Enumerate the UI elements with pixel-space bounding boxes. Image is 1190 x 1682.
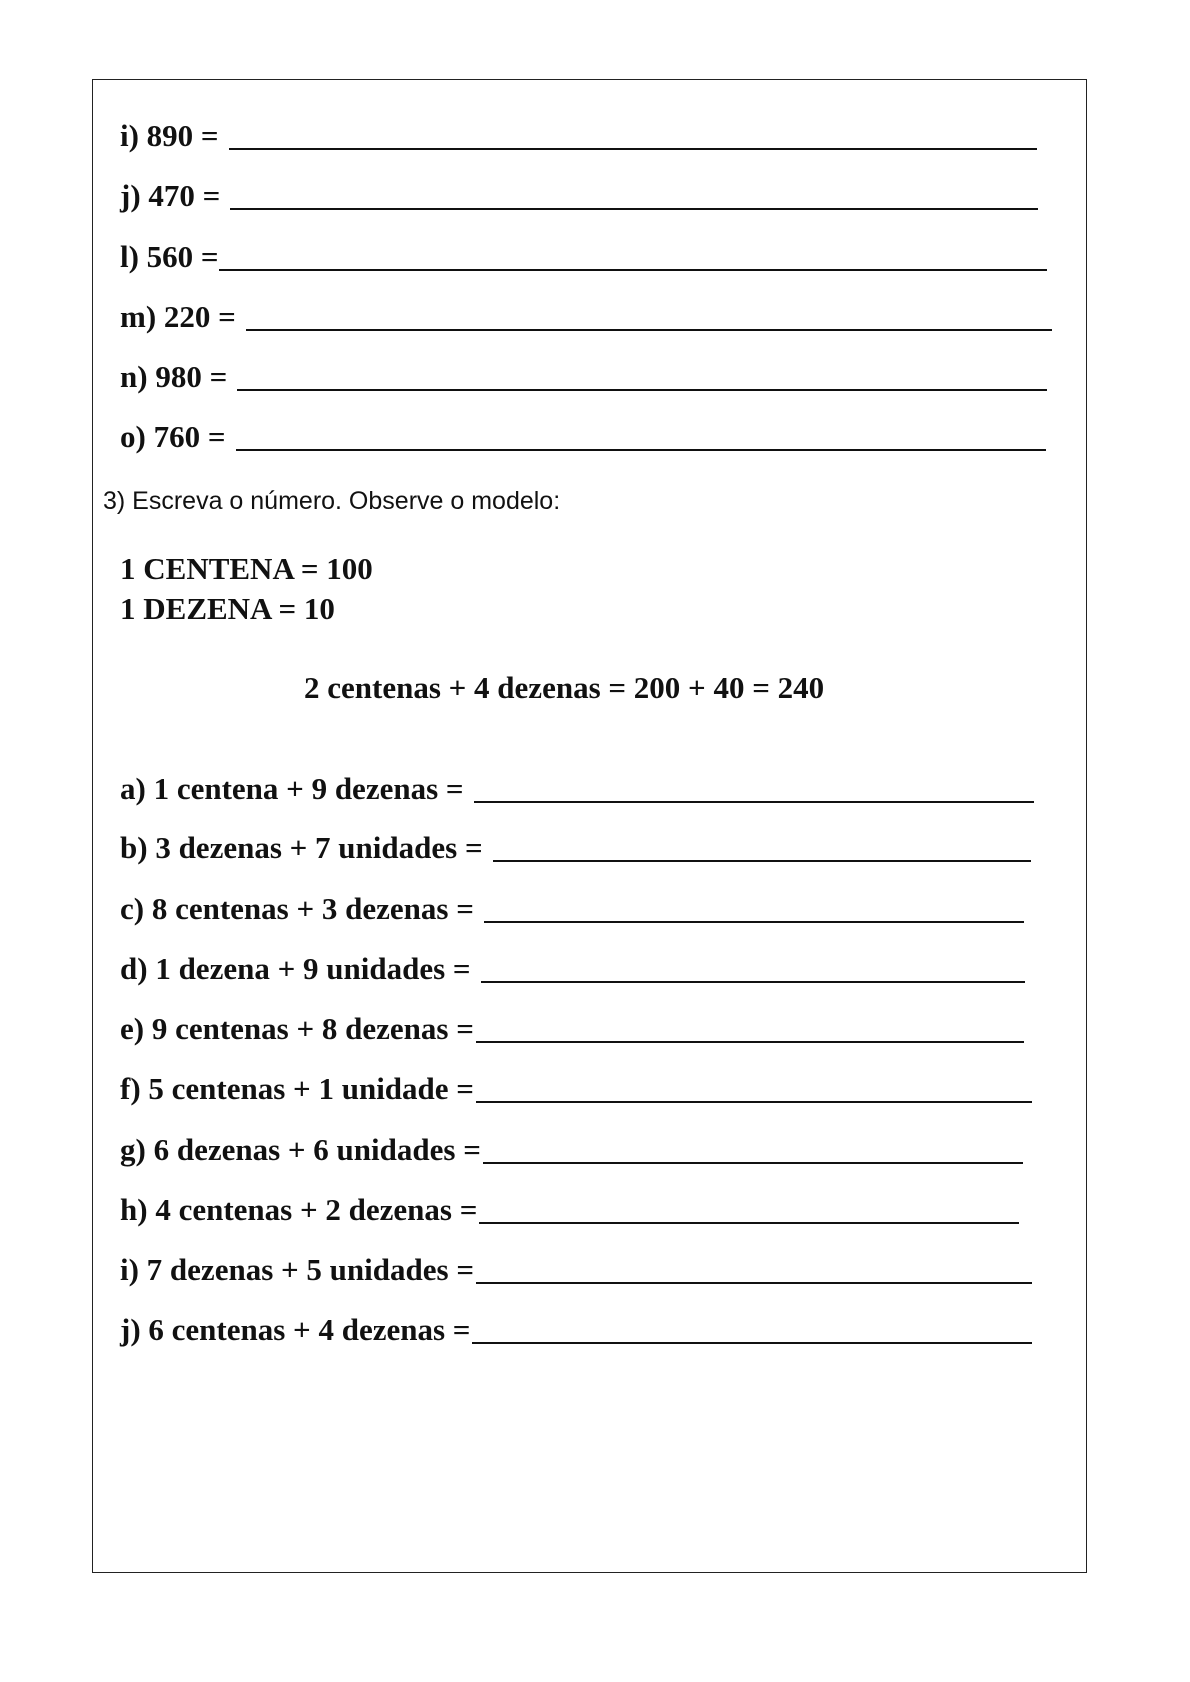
- exercise-row: [120, 239, 1047, 275]
- exercise-row: [120, 1132, 1023, 1168]
- answer-line[interactable]: [246, 328, 1052, 331]
- answer-line[interactable]: [237, 388, 1047, 391]
- exercise-row: [120, 299, 1052, 335]
- exercise-row: [120, 771, 1034, 807]
- exercise-label: d) 1 dezena + 9 unidades =: [120, 951, 471, 986]
- exercise-row: [120, 419, 1046, 455]
- exercise-row: [120, 118, 1037, 154]
- answer-line[interactable]: [229, 147, 1037, 150]
- example-equation: 2 centenas + 4 dezenas = 200 + 40 = 240: [304, 670, 825, 705]
- answer-line[interactable]: [472, 1341, 1032, 1344]
- exercise-label: o) 760 =: [120, 419, 226, 454]
- answer-line[interactable]: [236, 448, 1046, 451]
- exercise-label: h) 4 centenas + 2 dezenas =: [120, 1192, 478, 1227]
- exercise-label: g) 6 dezenas + 6 unidades =: [120, 1132, 481, 1167]
- exercise-label: j) 470 =: [120, 178, 221, 213]
- answer-line[interactable]: [479, 1221, 1019, 1224]
- exercise-row: [120, 1071, 1032, 1107]
- exercise-label: m) 220 =: [120, 299, 236, 334]
- exercise-label: a) 1 centena + 9 dezenas =: [120, 771, 464, 806]
- exercise-row: [120, 1192, 1019, 1228]
- exercise-label: l) 560 =: [120, 239, 219, 274]
- exercise-row: [120, 951, 1025, 987]
- exercise-label: i) 7 dezenas + 5 unidades =: [120, 1252, 474, 1287]
- exercise-row: [120, 1252, 1032, 1288]
- answer-line[interactable]: [474, 800, 1034, 803]
- exercise-row: [120, 359, 1047, 395]
- model-line: 1 DEZENA = 10: [120, 591, 335, 626]
- answer-line[interactable]: [483, 1161, 1023, 1164]
- exercise-label: c) 8 centenas + 3 dezenas =: [120, 891, 474, 926]
- exercise-row: [120, 178, 1038, 214]
- exercise-label: i) 890 =: [120, 118, 219, 153]
- exercise-row: [120, 891, 1024, 927]
- instruction-text: 3) Escreva o número. Observe o modelo:: [103, 487, 561, 515]
- exercise-row: [120, 1011, 1024, 1047]
- answer-line[interactable]: [476, 1040, 1024, 1043]
- exercise-row: [120, 1312, 1032, 1348]
- answer-line[interactable]: [476, 1281, 1032, 1284]
- model-line: 1 CENTENA = 100: [120, 551, 373, 586]
- answer-line[interactable]: [493, 859, 1031, 862]
- answer-line[interactable]: [484, 920, 1024, 923]
- exercise-label: n) 980 =: [120, 359, 228, 394]
- exercise-label: f) 5 centenas + 1 unidade =: [120, 1071, 474, 1106]
- exercise-label: j) 6 centenas + 4 dezenas =: [120, 1312, 471, 1347]
- exercise-label: b) 3 dezenas + 7 unidades =: [120, 830, 483, 865]
- exercise-row: [120, 830, 1031, 866]
- exercise-label: e) 9 centenas + 8 dezenas =: [120, 1011, 474, 1046]
- answer-line[interactable]: [230, 207, 1038, 210]
- answer-line[interactable]: [476, 1100, 1032, 1103]
- answer-line[interactable]: [219, 268, 1047, 271]
- answer-line[interactable]: [481, 980, 1025, 983]
